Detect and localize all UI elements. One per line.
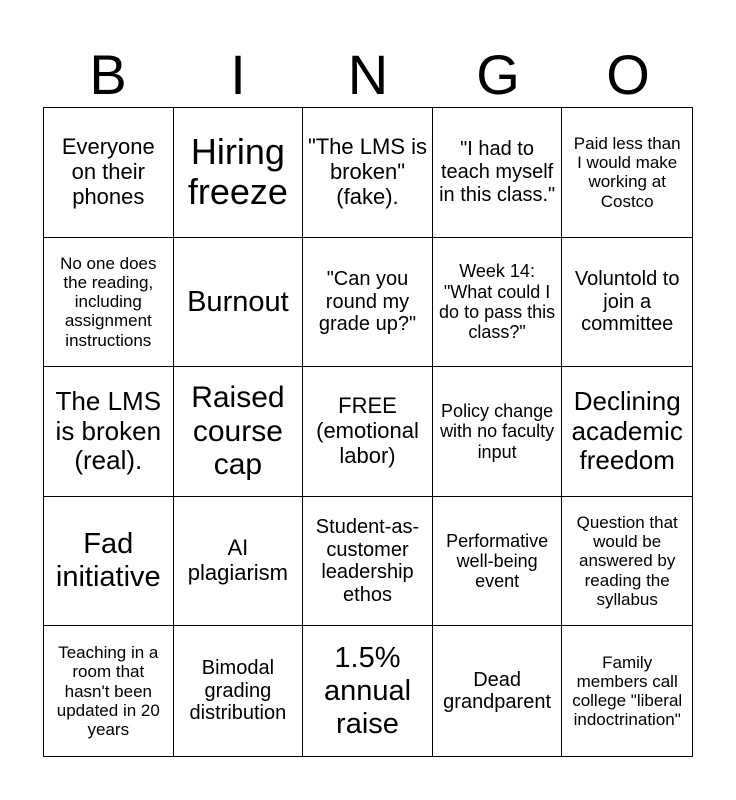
bingo-cell[interactable] [303, 497, 433, 627]
header-letter-i: I [230, 43, 246, 106]
cell-text: The LMS is broken (real). [55, 386, 162, 476]
cell-text: Teaching in a room that hasn't been updated in 20 years [56, 643, 160, 739]
cell-text: Performative well-being event [446, 530, 549, 592]
bingo-header [43, 44, 693, 106]
bingo-cell[interactable] [433, 238, 563, 368]
bingo-cell[interactable] [44, 367, 174, 497]
cell-text: Voluntold to join a committee [574, 268, 680, 336]
cell-text: Burnout [187, 285, 289, 318]
cell-text: Raised course cap [191, 380, 285, 482]
cell-text: Question that would be answered by reading the syllabus [576, 513, 678, 609]
bingo-cell[interactable] [174, 367, 304, 497]
bingo-cell[interactable] [303, 108, 433, 238]
bingo-cell[interactable] [562, 497, 692, 627]
bingo-cell[interactable] [562, 626, 692, 756]
cell-text: Bimodal grading distribution [189, 657, 287, 725]
cell-text: Week 14: "What could I do to pass this class?" [439, 261, 556, 343]
cell-text: Declining academic freedom [571, 386, 683, 476]
cell-text: "I had to teach myself in this class." [439, 138, 556, 206]
cell-text: No one does the reading, including assignment instructions [60, 253, 157, 350]
cell-text: Dead grandparent [443, 668, 552, 714]
bingo-cell[interactable] [44, 238, 174, 368]
bingo-cell[interactable] [44, 108, 174, 238]
cell-text: AI plagiarism [187, 535, 289, 586]
cell-text: Family members call college "liberal indoctrination" [572, 652, 683, 730]
cell-text: Hiring freeze [187, 130, 288, 213]
bingo-card-grid [43, 107, 693, 757]
header-letter-n: N [347, 43, 389, 106]
bingo-cell[interactable] [303, 626, 433, 756]
bingo-cell[interactable] [174, 626, 304, 756]
bingo-cell[interactable] [562, 238, 692, 368]
cell-text: Paid less than I would make working at Costco [573, 133, 681, 211]
cell-text: Policy change with no faculty input [440, 401, 555, 462]
bingo-cell[interactable] [433, 497, 563, 627]
bingo-cell[interactable] [174, 108, 304, 238]
bingo-cell[interactable] [562, 367, 692, 497]
bingo-cell[interactable] [303, 238, 433, 368]
header-letter-b: B [89, 43, 127, 106]
bingo-cell[interactable] [303, 367, 433, 497]
header-letter-g: G [476, 43, 520, 106]
bingo-cell[interactable] [44, 497, 174, 627]
cell-text: Everyone on their phones [61, 134, 155, 209]
bingo-cell[interactable] [433, 367, 563, 497]
cell-text: Student-as-customer leadership ethos [315, 515, 420, 606]
cell-text: "Can you round my grade up?" [318, 268, 417, 336]
cell-text: 1.5% annual raise [323, 642, 412, 740]
bingo-cell[interactable] [433, 108, 563, 238]
header-letter-o: O [606, 43, 650, 106]
cell-text: Fad initiative [55, 528, 161, 594]
bingo-cell[interactable] [44, 626, 174, 756]
cell-text: "The LMS is broken" (fake). [307, 134, 428, 209]
cell-text: FREE (emotional labor) [316, 393, 419, 468]
bingo-cell[interactable] [174, 497, 304, 627]
bingo-cell[interactable] [174, 238, 304, 368]
bingo-cell[interactable] [562, 108, 692, 238]
bingo-cell[interactable] [433, 626, 563, 756]
